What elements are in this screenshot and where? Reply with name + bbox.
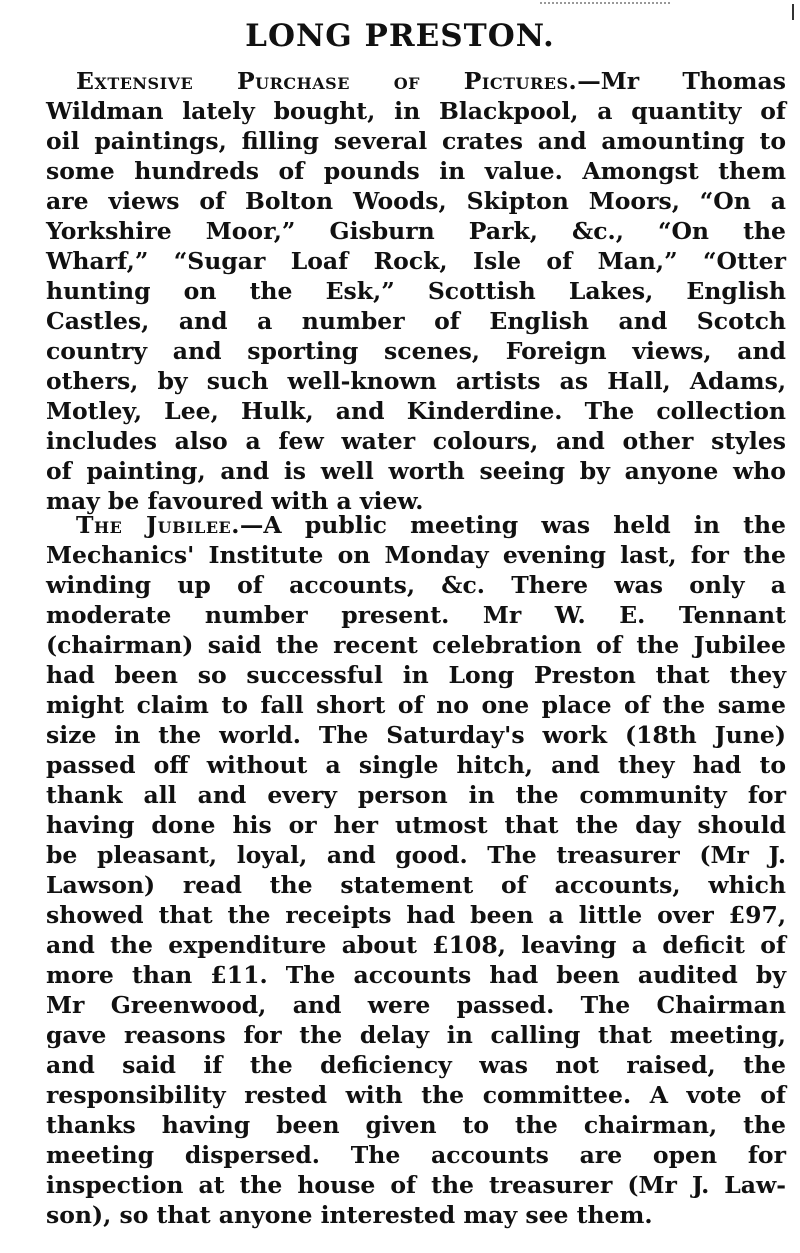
text-line [46, 246, 786, 276]
text-line [46, 1140, 786, 1170]
text-line [46, 66, 786, 96]
text-line [46, 216, 786, 246]
line-text: Mr Greenwood, and were passed. The Chairman [46, 991, 786, 1019]
line-text: and said if the deficiency was not raised, the [46, 1051, 786, 1079]
line-text: meeting dispersed. The accounts are open for [46, 1141, 786, 1169]
text-line [46, 96, 786, 126]
line-text: winding up of accounts, &c. There was only a [46, 571, 786, 599]
line-text: had been so successful in Long Preston that they [46, 661, 786, 689]
text-line [46, 1170, 786, 1200]
line-text: thanks having been given to the chairman, the [46, 1111, 786, 1139]
text-line [46, 306, 786, 336]
line-text: are views of Bolton Woods, Skipton Moors, “On a [46, 187, 786, 215]
text-line [46, 690, 786, 720]
line-text: (chairman) said the recent celebration of the Jubilee [46, 631, 786, 659]
text-line [46, 900, 786, 930]
line-text: be pleasant, loyal, and good. The treasurer (Mr J. [46, 841, 786, 869]
line-text: gave reasons for the delay in calling that meeting, [46, 1021, 786, 1049]
line-text: Yorkshire Moor,” Gisburn Park, &c., “On the [46, 217, 786, 245]
text-line [46, 780, 786, 810]
line-text: Lawson) read the statement of accounts, which [46, 871, 786, 899]
text-line [46, 840, 786, 870]
text-line [46, 1200, 786, 1230]
text-line [46, 456, 786, 486]
section-heading: Extensive Purchase of Pictures. [76, 67, 578, 95]
text-line [46, 426, 786, 456]
line-text: oil paintings, filling several crates and amounting to [46, 127, 786, 155]
text-line [46, 1080, 786, 1110]
line-text: inspection at the house of the treasurer (Mr J. Law- [46, 1171, 786, 1199]
line-text: showed that the receipts had been a little over £97, [46, 901, 786, 929]
text-line [46, 570, 786, 600]
line-text: of painting, and is well worth seeing by anyone who [46, 457, 786, 485]
text-line [46, 156, 786, 186]
line-text: country and sporting scenes, Foreign views, and [46, 337, 786, 365]
line-text: and the expenditure about £108, leaving a deficit of [46, 931, 786, 959]
line-text: thank all and every person in the community for [46, 781, 786, 809]
text-line [46, 1050, 786, 1080]
line-text: some hundreds of pounds in value. Amongst them [46, 157, 786, 185]
text-line [46, 540, 786, 570]
text-line [46, 990, 786, 1020]
text-line [46, 960, 786, 990]
paragraph-picture-purchase [46, 66, 786, 516]
line-text: Wharf,” “Sugar Loaf Rock, Isle of Man,” “Otter [46, 247, 786, 275]
line-text: Wildman lately bought, in Blackpool, a quantity of [46, 97, 786, 125]
text-line [46, 510, 786, 540]
line-text: responsibility rested with the committee. A vote of [46, 1081, 786, 1109]
line-text: hunting on the Esk,” Scottish Lakes, English [46, 277, 786, 305]
text-line [46, 186, 786, 216]
line-text: Motley, Lee, Hulk, and Kinderdine. The collection [46, 397, 786, 425]
text-line [46, 276, 786, 306]
text-line [46, 396, 786, 426]
line-text: more than £11. The accounts had been audited by [46, 961, 786, 989]
line-text: passed off without a single hitch, and they had to [46, 751, 786, 779]
article-title: LONG PRESTON. [245, 18, 555, 54]
text-line [46, 1020, 786, 1050]
text-line [46, 660, 786, 690]
line-text: Castles, and a number of English and Scotch [46, 307, 786, 335]
line-text: size in the world. The Saturday's work (18th June) [46, 721, 786, 749]
line-text: includes also a few water colours, and other styles [46, 427, 786, 455]
line-text: moderate number present. Mr W. E. Tennant [46, 601, 786, 629]
text-line [46, 870, 786, 900]
text-line [46, 126, 786, 156]
line-text: Mechanics' Institute on Monday evening last, for the [46, 541, 786, 569]
line-text: others, by such well-known artists as Hall, Adams, [46, 367, 786, 395]
text-line [46, 750, 786, 780]
line-text: might claim to fall short of no one place of the same [46, 691, 786, 719]
line-text: —A public meeting was held in the [239, 511, 786, 539]
print-artifact-marks [540, 2, 670, 6]
line-text: having done his or her utmost that the day should [46, 811, 786, 839]
text-line [46, 810, 786, 840]
text-line [46, 720, 786, 750]
text-line [46, 600, 786, 630]
text-line [46, 1110, 786, 1140]
text-line [46, 336, 786, 366]
text-line [46, 930, 786, 960]
line-text: —Mr Thomas [577, 67, 786, 95]
line-text: may be favoured with a view. [46, 487, 424, 515]
paragraph-jubilee [46, 510, 786, 1230]
line-text: son), so that anyone interested may see them. [46, 1201, 653, 1229]
text-line [46, 630, 786, 660]
section-heading: The Jubilee. [76, 511, 240, 539]
text-line [46, 366, 786, 396]
